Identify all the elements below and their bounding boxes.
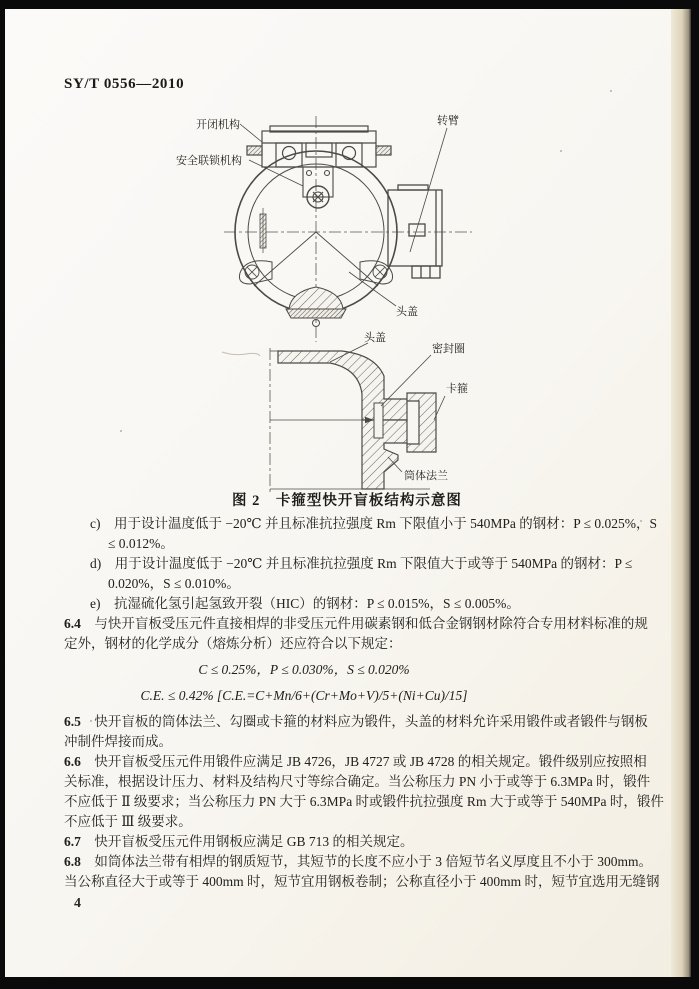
line-text: 用于设计温度低于 −20℃ 并且标准抗拉强度 Rm 下限值大于或等于 540MPa 的钢材：P ≤ — [101, 556, 633, 571]
text-line — [64, 752, 647, 772]
label-shell-flange: 筒体法兰 — [404, 470, 448, 482]
line-text: 不应低于 Ⅲ 级要求。 — [64, 814, 192, 829]
label-seal-ring: 密封圈 — [432, 343, 465, 355]
figure-2-diagram — [160, 106, 500, 496]
text-line — [64, 514, 658, 534]
scan-speckle — [120, 430, 122, 432]
label-opening-mechanism: 开闭机构 — [196, 119, 240, 131]
scan-speckle — [560, 150, 562, 152]
figure-caption: 图 2 卡箍型快开盲板结构示意图 — [232, 493, 462, 509]
line-text: 快开盲板受压元件用锻件应满足 JB 4726，JB 4727 或 JB 4728 的相关规定。锻件级别应按照相 — [80, 754, 647, 769]
front-view — [176, 113, 472, 342]
clause-text-block — [64, 514, 664, 892]
swing-arm — [388, 185, 442, 278]
opening-mechanism — [247, 126, 391, 167]
section-head-cover — [278, 351, 407, 420]
line-text: ≤ 0.012%。 — [108, 536, 174, 551]
carbon-equivalent-formula-line — [64, 686, 544, 706]
item-marker: d) — [90, 556, 102, 571]
clause-number: 6.5 — [64, 714, 81, 729]
line-text: C ≤ 0.25%，P ≤ 0.030%，S ≤ 0.020% — [198, 662, 410, 677]
text-line — [64, 534, 639, 554]
section-clamp — [407, 393, 436, 452]
text-line — [64, 772, 651, 792]
blind-plate-diagram-svg — [160, 106, 500, 496]
left-slot — [260, 208, 266, 253]
label-swing-arm: 转臂 — [437, 115, 459, 127]
clause-number: 6.4 — [64, 616, 81, 631]
text-line — [64, 732, 639, 752]
line-text: 快开盲板的筒体法兰、勾圈或卡箍的材料应为锻件，头盖的材料允许采用锻件或者锻件与钢板 — [80, 714, 648, 729]
text-line — [64, 634, 639, 654]
text-line — [64, 712, 648, 732]
line-text: 冲制件焊接而成。 — [64, 734, 172, 749]
clause-number: 6.7 — [64, 834, 81, 849]
line-text: 快开盲板受压元件用钢板应满足 GB 713 的相关规定。 — [80, 834, 414, 849]
text-line — [64, 594, 639, 614]
safety-interlock-mechanism — [303, 167, 333, 208]
line-text: 定外，钢材的化学成分（熔炼分析）还应符合以下规定： — [64, 636, 402, 651]
line-text: 与快开盲板受压元件直接相焊的非受压元件用碳素钢和低合金钢钢材除符合专用材料标准的规 — [80, 616, 648, 631]
section-view — [222, 330, 468, 492]
line-text: 0.020%，S ≤ 0.010%。 — [108, 576, 240, 591]
label-safety-interlock: 安全联锁机构 — [176, 155, 242, 167]
section-shell-flange — [362, 420, 407, 489]
text-line — [64, 872, 660, 892]
section-seal-ring — [374, 403, 383, 438]
text-line — [64, 852, 653, 872]
text-line — [64, 614, 648, 634]
line-text: 关标准，根据设计压力、材料及结构尺寸等综合确定。当公称压力 PN 小于或等于 6.3MPa 时，锻件 — [64, 774, 651, 789]
chemistry-formula-line — [64, 660, 544, 680]
line-text: 不应低于 Ⅱ 级要求；当公称压力 PN 大于 6.3MPa 时或锻件抗拉强度 Rm 大于或等于 540MPa 时，锻件 — [64, 794, 664, 809]
text-line — [64, 812, 639, 832]
text-line — [64, 574, 639, 594]
clause-number: 6.8 — [64, 854, 81, 869]
text-line — [64, 792, 664, 812]
line-text: 用于设计温度低于 −20℃ 并且标准抗拉强度 Rm 下限值小于 540MPa 的钢材：P ≤ 0.025%，S — [100, 516, 658, 531]
label-head-cover-section: 头盖 — [364, 332, 386, 344]
line-text: 当公称直径大于或等于 400mm 时，短节宜用钢板卷制；公称直径小于 400mm 时，短节宜选用无缝钢 — [64, 874, 660, 889]
text-line — [64, 832, 639, 852]
page-number: 4 — [74, 896, 81, 911]
scan-speckle — [610, 90, 612, 92]
label-head-cover-front: 头盖 — [396, 306, 418, 318]
standard-number-header: SY/T 0556—2010 — [64, 76, 185, 92]
text-line — [64, 554, 639, 574]
label-clamp: 卡箍 — [446, 383, 468, 395]
line-text: C.E. ≤ 0.42% [C.E.=C+Mn/6+(Cr+Mo+V)/5+(Ni+Cu)/15] — [140, 688, 468, 703]
seal-pointer — [270, 417, 374, 423]
item-marker: e) — [90, 596, 101, 611]
book-edge — [671, 9, 691, 977]
item-marker: c) — [90, 516, 101, 531]
front-view-leaders — [240, 124, 447, 306]
clause-number: 6.6 — [64, 754, 81, 769]
line-text: 抗湿硫化氢引起氢致开裂（HIC）的钢材：P ≤ 0.015%，S ≤ 0.005%。 — [100, 596, 520, 611]
line-text: 如筒体法兰带有相焊的钢质短节，其短节的长度不应小于 3 倍短节名义厚度且不小于 300mm。 — [80, 854, 653, 869]
scan-smudge — [222, 352, 260, 356]
